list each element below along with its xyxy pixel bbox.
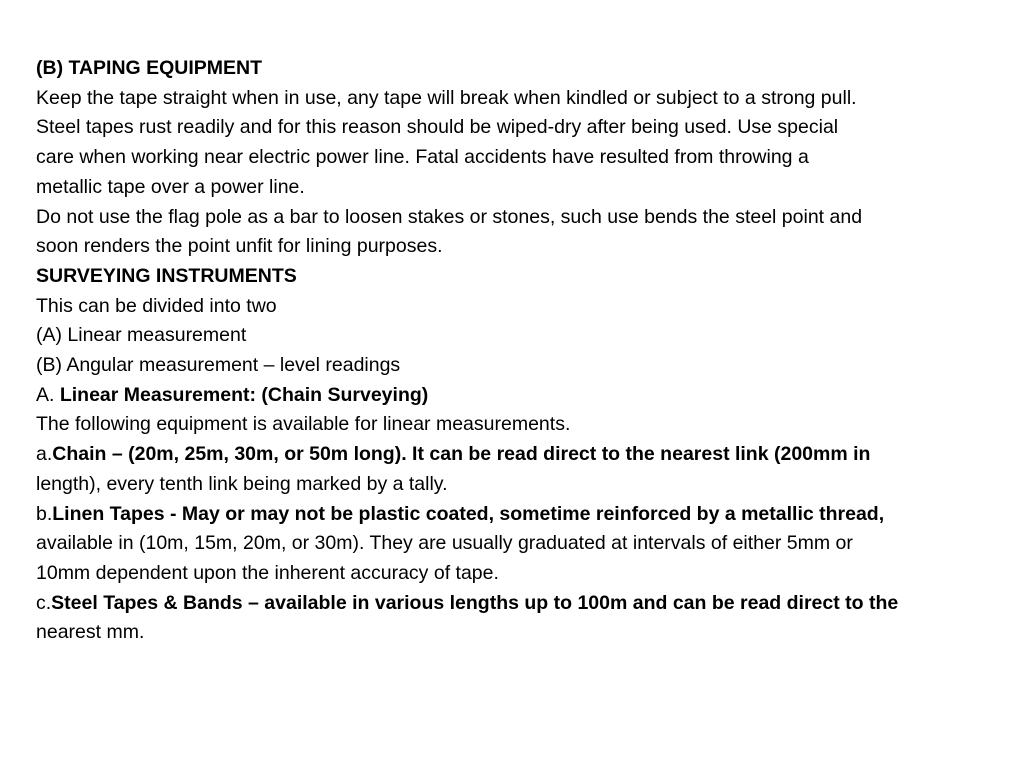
linen-prefix: b. (36, 502, 53, 525)
steel-prefix: c. (36, 591, 52, 614)
linear-measurement-heading: Linear Measurement: (Chain Surveying) (59, 383, 429, 406)
slide-text-body (36, 54, 1011, 648)
linen-line-1 (36, 500, 1011, 530)
surveying-instruments-heading: SURVEYING INSTRUMENTS (36, 264, 297, 287)
surveying-item-linear: (A) Linear measurement (36, 324, 247, 347)
taping-line-6: soon renders the point unfit for lining purposes. (36, 235, 443, 258)
chain-line-1 (36, 440, 1011, 470)
taping-line-2: Steel tapes rust readily and for this reason should be wiped-dry after being used. Use special (36, 116, 839, 139)
surveying-item-angular: (B) Angular measurement – level readings (36, 354, 401, 377)
steel-line-2: nearest mm. (36, 621, 145, 644)
linen-line-2: available in (10m, 15m, 20m, or 30m). They are usually graduated at intervals of either 5mm or (36, 532, 853, 555)
chain-prefix: a. (36, 443, 53, 466)
steel-line-1 (36, 589, 1011, 619)
surveying-intro: This can be divided into two (36, 294, 277, 317)
taping-line-1: Keep the tape straight when in use, any tape will break when kindled or subject to a strong pull. (36, 86, 857, 109)
linear-measurement-heading-line (36, 381, 1011, 411)
steel-bold-text: Steel Tapes & Bands – available in various lengths up to 100m and can be read direct to the (51, 591, 899, 614)
linear-intro: The following equipment is available for linear measurements. (36, 413, 571, 436)
taping-line-4: metallic tape over a power line. (36, 175, 305, 198)
chain-bold-text: Chain – (20m, 25m, 30m, or 50m long). It can be read direct to the nearest link (200mm in (52, 443, 871, 466)
taping-line-3: care when working near electric power line. Fatal accidents have resulted from throwing a (36, 146, 809, 169)
linear-prefix: A. (36, 383, 60, 406)
chain-line-2: length), every tenth link being marked by a tally. (36, 472, 448, 495)
taping-line-5: Do not use the flag pole as a bar to loosen stakes or stones, such use bends the steel point and (36, 205, 863, 228)
taping-equipment-heading: (B) TAPING EQUIPMENT (36, 57, 263, 79)
linen-line-3: 10mm dependent upon the inherent accuracy of tape. (36, 561, 499, 584)
linen-bold-text: Linen Tapes - May or may not be plastic coated, sometime reinforced by a metallic thread, (52, 502, 885, 525)
